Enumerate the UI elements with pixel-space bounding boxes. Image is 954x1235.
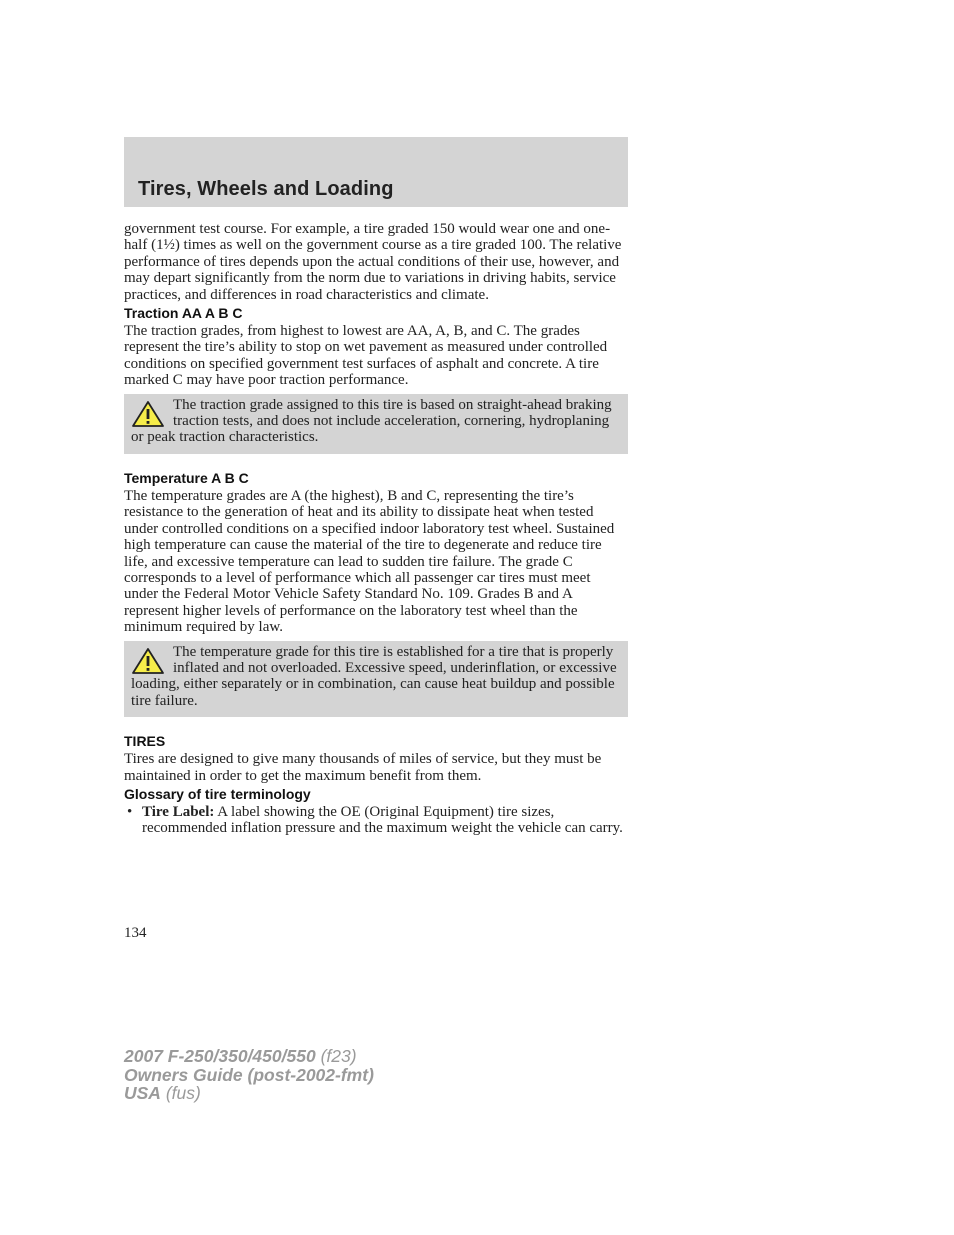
tires-heading: TIRES [124,733,166,750]
bullet-icon: • [127,803,133,820]
tires-paragraph: Tires are designed to give many thousands of miles of service, but they must be maintained in order to get the maximum benefit from them. [124,751,602,784]
footer-model-code: (f23) [315,1046,357,1066]
glossary-list [124,804,628,837]
warning-triangle-icon [131,400,165,428]
footer-line-2 [124,1066,374,1085]
traction-warning-box [124,394,628,454]
temperature-warning-text: The temperature grade for this tire is established for a tire that is properly inflated and not overloaded. Excessive speed, underinflation, or excessive loading, either separately or in combination, can cause heat buildup and possible tire failure. [131,643,617,709]
footer-line-3 [124,1084,374,1103]
document-footer [124,1047,374,1103]
footer-model: 2007 F-250/350/450/550 [124,1046,316,1066]
intro-paragraph: government test course. For example, a tire graded 150 would wear one and one-half (1½) times as well on the government course as a tire graded 100. The relative performance of tires depends upon the actual conditions of their use, however, and may depart significantly from the norm due to variations in driving habits, service practices, and differences in road characteristics and climate. [124,221,622,303]
warning-triangle-icon [131,647,165,675]
temperature-heading: Temperature A B C [124,469,249,486]
temperature-paragraph: The temperature grades are A (the highest), B and C, representing the tire’s resistance to the generation of heat and its ability to dissipate heat when tested under controlled conditions on a specified indoor laboratory test wheel. Sustained high temperature can cause the material of the tire to degenerate and reduce tire life, and excessive temperature can lead to sudden tire failure. The grade C corresponds to a level of performance which all passenger car tires must meet under the Federal Motor Vehicle Safety Standard No. 109. Grades B and A represent higher levels of performance on the laboratory test wheel than the minimum required by law. [124,487,615,636]
list-item [124,804,628,837]
traction-warning-text: The traction grade assigned to this tire is based on straight-ahead braking traction tests, and does not include acceleration, cornering, hydroplaning or peak traction characteristics. [131,396,612,446]
footer-market: USA [124,1083,161,1103]
glossary-heading: Glossary of tire terminology [124,785,311,802]
section-header-band [124,137,628,207]
page-content [124,221,628,837]
section-title: Tires, Wheels and Loading [138,178,394,200]
glossary-term: Tire Label: [142,803,215,820]
footer-market-code: (fus) [160,1083,201,1103]
glossary-definition: A label showing the OE (Original Equipment) tire sizes, recommended inflation pressure and the maximum weight the vehicle can carry. [142,803,623,837]
temperature-warning-box [124,641,628,718]
traction-heading: Traction AA A B C [124,305,243,322]
footer-guide: Owners Guide (post-2002-fmt) [124,1064,374,1085]
page-number: 134 [124,925,147,941]
footer-line-1 [124,1047,374,1066]
traction-paragraph: The traction grades, from highest to lowest are AA, A, B, and C. The grades represent the tire’s ability to stop on wet pavement as measured under controlled conditions on specified government test surfaces of asphalt and concrete. A tire marked C may have poor traction performance. [124,323,608,389]
